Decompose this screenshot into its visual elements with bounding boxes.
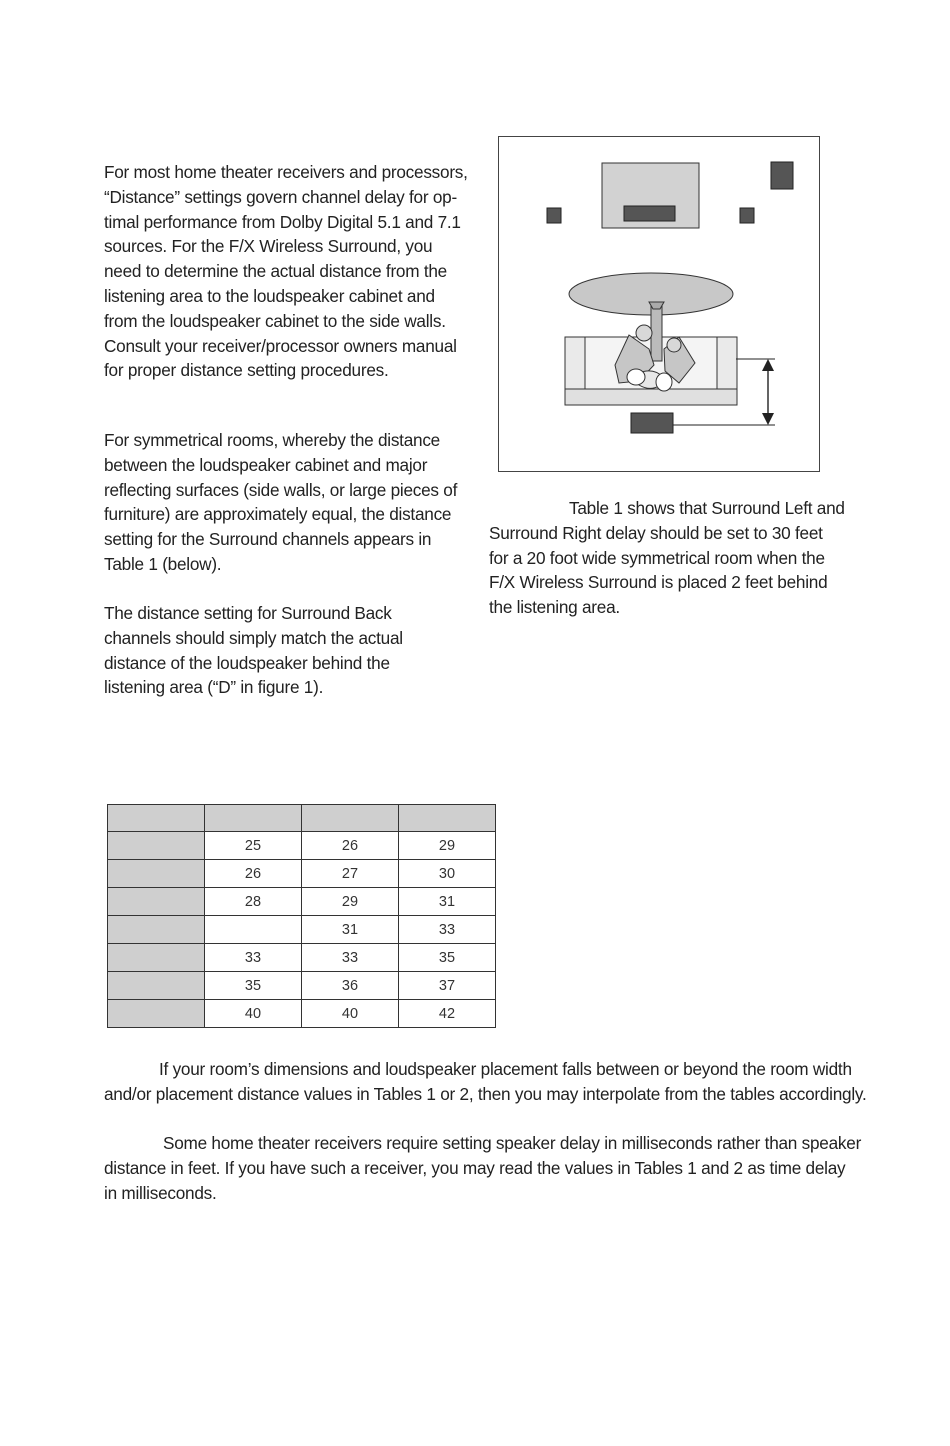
paragraph-milliseconds — [104, 1131, 861, 1205]
room-diagram — [499, 137, 819, 471]
table-cell: 33 — [399, 916, 496, 944]
header-cell — [108, 805, 205, 832]
text-line: listening area (“D” in figure 1). — [104, 677, 324, 698]
text-line: the listening area. — [489, 597, 620, 618]
front-right-speaker — [740, 208, 754, 223]
table-cell: 40 — [205, 1000, 302, 1028]
paragraph-distance-settings — [104, 160, 468, 383]
text-line: for proper distance setting procedures. — [104, 360, 389, 381]
arrowhead-up — [762, 359, 774, 371]
table-cell: 36 — [302, 972, 399, 1000]
table-cell: 31 — [302, 916, 399, 944]
table-cell: 29 — [399, 832, 496, 860]
listener-figure — [615, 302, 695, 391]
text-line: Surround Right delay should be set to 30 feet — [489, 522, 823, 543]
table-row — [108, 972, 496, 1000]
table-1 — [107, 804, 496, 1028]
text-line: timal performance from Dolby Digital 5.1 and 7.1 — [104, 211, 461, 232]
table-cell: 30 — [399, 860, 496, 888]
row-header-cell — [108, 916, 205, 944]
paragraph-interpolate — [104, 1057, 867, 1107]
table-row — [108, 832, 496, 860]
paragraph-symmetrical-rooms — [104, 428, 457, 577]
table-cell: 26 — [205, 860, 302, 888]
table-cell: 40 — [302, 1000, 399, 1028]
surround-speaker-cabinet — [631, 413, 673, 433]
table-cell: 33 — [302, 944, 399, 972]
row-header-cell — [108, 888, 205, 916]
header-cell — [205, 805, 302, 832]
text-line: Table 1 (below). — [104, 553, 222, 574]
table-row — [108, 860, 496, 888]
text-line: setting for the Surround channels appears in — [104, 529, 432, 550]
table-row — [108, 916, 496, 944]
text-line: for a 20 foot wide symmetrical room when the — [489, 547, 825, 568]
text-line: and/or placement distance values in Tables 1 or 2, then you may interpolate from the tables accordingly. — [104, 1083, 867, 1104]
text-line: Some home theater receivers require setting speaker delay in milliseconds rather than speaker — [163, 1133, 862, 1153]
text-line: reflecting surfaces (side walls, or large pieces of — [104, 479, 458, 500]
row-header-cell — [108, 832, 205, 860]
center-speaker — [624, 206, 675, 221]
text-line: furniture) are approximately equal, the distance — [104, 504, 452, 525]
figure-room-layout — [498, 136, 820, 472]
table-cell: 29 — [302, 888, 399, 916]
table-cell: 25 — [205, 832, 302, 860]
table-row — [108, 944, 496, 972]
text-line: “Distance” settings govern channel delay for op- — [104, 186, 457, 207]
text-line: from the loudspeaker cabinet to the side walls. — [104, 310, 446, 331]
text-line: between the loudspeaker cabinet and major — [104, 454, 428, 475]
row-header-cell — [108, 972, 205, 1000]
table-row — [108, 888, 496, 916]
text-line: listening area to the loudspeaker cabinet and — [104, 285, 435, 306]
paragraph-surround-back — [104, 601, 403, 700]
text-line: distance in feet. If you have such a receiver, you may read the values in Tables 1 and 2 as time delay — [104, 1157, 846, 1178]
text-line: For most home theater receivers and processors, — [104, 162, 468, 182]
header-cell — [302, 805, 399, 832]
text-line: distance of the loudspeaker behind the — [104, 652, 390, 673]
arrowhead-down — [762, 413, 774, 425]
text-line: The distance setting for Surround Back — [104, 603, 392, 623]
table-cell — [205, 916, 302, 944]
header-cell — [399, 805, 496, 832]
table-cell: 27 — [302, 860, 399, 888]
sofa-back — [565, 389, 737, 405]
text-line: need to determine the actual distance from the — [104, 261, 447, 282]
table-row — [108, 1000, 496, 1028]
row-header-cell — [108, 1000, 205, 1028]
table-cell: 35 — [399, 944, 496, 972]
subwoofer — [771, 162, 793, 189]
table-cell: 35 — [205, 972, 302, 1000]
text-line: F/X Wireless Surround is placed 2 feet behind — [489, 572, 828, 593]
row-header-cell — [108, 860, 205, 888]
front-left-speaker — [547, 208, 561, 223]
text-line: sources. For the F/X Wireless Surround, you — [104, 236, 433, 257]
row-header-cell — [108, 944, 205, 972]
text-line: channels should simply match the actual — [104, 627, 403, 648]
table-header-row — [108, 805, 496, 832]
table-cell: 28 — [205, 888, 302, 916]
table-cell: 26 — [302, 832, 399, 860]
table-cell: 42 — [399, 1000, 496, 1028]
text-line: For symmetrical rooms, whereby the distance — [104, 430, 440, 450]
distance-table — [107, 804, 496, 1028]
table-cell: 33 — [205, 944, 302, 972]
text-line: If your room’s dimensions and loudspeaker placement falls between or beyond the room width — [159, 1059, 852, 1079]
text-line: Table 1 shows that Surround Left and — [569, 498, 845, 518]
text-line: Consult your receiver/processor owners manual — [104, 335, 457, 356]
text-line: in milliseconds. — [104, 1182, 217, 1203]
table-cell: 31 — [399, 888, 496, 916]
table-cell: 37 — [399, 972, 496, 1000]
paragraph-table-example — [489, 496, 845, 620]
